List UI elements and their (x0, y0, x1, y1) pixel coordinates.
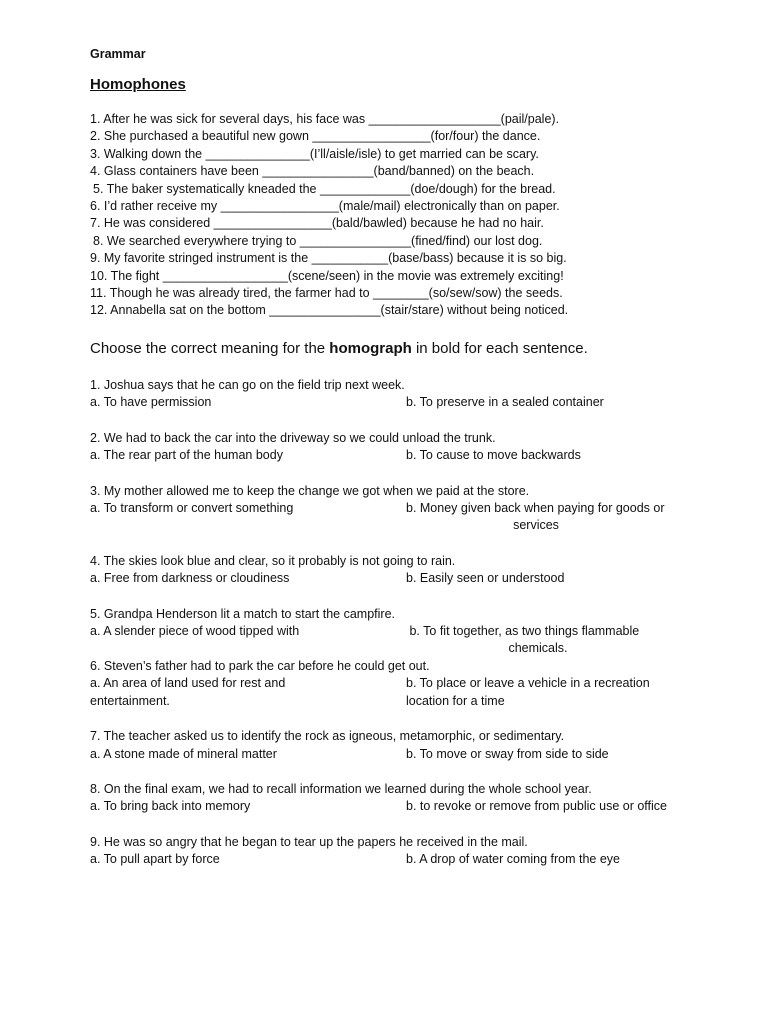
option-b (406, 623, 690, 658)
question-1 (90, 377, 690, 412)
homophone-item-11: 11. Though he was already tired, the farmer had to ________(so/sew/sow) the seeds. (90, 285, 563, 300)
option-a-line-2: entertainment. (90, 693, 170, 708)
question-text: 7. The teacher asked us to identify the rock as igneous, metamorphic, or sedimentary. (90, 729, 565, 744)
option-a-line-1: a. An area of land used for rest and (90, 676, 286, 691)
question-text: 9. He was so angry that he began to tear up the papers he received in the mail. (90, 834, 528, 849)
homophone-item-10: 10. The fight __________________(scene/seen) in the movie was extremely exciting! (90, 268, 564, 283)
option-b-line-1: b. Money given back when paying for goods or (406, 501, 665, 516)
option-a: a. To bring back into memory (90, 799, 251, 814)
homograph-instruction (90, 340, 588, 357)
homophone-item-2: 2. She purchased a beautiful new gown _________________(for/four) the dance. (90, 129, 541, 144)
question-text: 4. The skies look blue and clear, so it probably is not going to rain. (90, 553, 456, 568)
option-b-line-2: chemicals. (508, 641, 568, 656)
question-2 (90, 430, 690, 465)
question-7 (90, 728, 690, 763)
option-b: b. To move or sway from side to side (406, 746, 609, 761)
option-b-line-2: services (513, 518, 559, 533)
instruction-bold-word: homograph (329, 340, 412, 357)
homophone-item-4: 4. Glass containers have been ________________(band/banned) on the beach. (90, 164, 535, 179)
instruction-text-before: Choose the correct meaning for the (90, 340, 330, 357)
homophones-list (90, 111, 730, 320)
question-text: 5. Grandpa Henderson lit a match to start the campfire. (90, 606, 396, 621)
question-9 (90, 834, 690, 869)
option-a: a. A slender piece of wood tipped with (90, 624, 300, 639)
homophone-item-12: 12. Annabella sat on the bottom ________________(stair/stare) without being noticed. (90, 303, 569, 318)
question-text: 3. My mother allowed me to keep the change we got when we paid at the store. (90, 483, 530, 498)
option-a: a. To have permission (90, 395, 212, 410)
option-a: a. Free from darkness or cloudiness (90, 571, 290, 586)
question-3 (90, 483, 690, 535)
option-b-line-2: location for a time (406, 693, 505, 708)
instruction-text-after: in bold for each sentence. (411, 340, 588, 357)
homophone-item-3: 3. Walking down the _______________(I’ll/aisle/isle) to get married can be scary. (90, 146, 539, 161)
question-text: 1. Joshua says that he can go on the field trip next week. (90, 378, 405, 392)
question-5 (90, 606, 690, 658)
homophone-item-5: 5. The baker systematically kneaded the _____________(doe/dough) for the bread. (93, 181, 556, 196)
homophone-item-7: 7. He was considered _________________(bald/bawled) because he had no hair. (90, 216, 544, 231)
option-b (406, 500, 690, 535)
option-b (406, 675, 690, 710)
option-b: b. to revoke or remove from public use or office (406, 799, 667, 814)
homophones-title: Homophones (90, 76, 186, 93)
option-b: b. A drop of water coming from the eye (406, 852, 621, 867)
question-text: 2. We had to back the car into the driveway so we could unload the trunk. (90, 430, 496, 445)
option-a: a. The rear part of the human body (90, 448, 283, 463)
option-a: a. A stone made of mineral matter (90, 746, 277, 761)
option-b: b. To cause to move backwards (406, 448, 581, 463)
option-b: b. To preserve in a sealed container (406, 395, 604, 410)
question-text: 6. Steven’s father had to park the car before he could get out. (90, 658, 430, 673)
homophone-item-8: 8. We searched everywhere trying to ________________(fined/find) our lost dog. (93, 233, 543, 248)
option-a: a. To pull apart by force (90, 852, 220, 867)
question-8 (90, 781, 690, 816)
homograph-questions (90, 377, 690, 887)
homophone-item-9: 9. My favorite stringed instrument is the ___________(base/bass) because it is so big. (90, 251, 567, 266)
homophone-item-6: 6. I’d rather receive my _________________(male/mail) electronically than on paper. (90, 198, 560, 213)
worksheet-header: Grammar (90, 47, 146, 61)
question-6 (90, 658, 690, 710)
option-b: b. Easily seen or understood (406, 571, 565, 586)
option-b-line-1: b. To place or leave a vehicle in a recreation (406, 676, 650, 691)
homophone-item-1: 1. After he was sick for several days, his face was ___________________(pail/pale). (90, 112, 560, 126)
question-text: 8. On the final exam, we had to recall information we learned during the whole school year. (90, 781, 592, 796)
question-4 (90, 553, 690, 588)
option-b-line-1: b. To fit together, as two things flammable (406, 624, 640, 639)
option-a: a. To transform or convert something (90, 501, 294, 516)
option-a (90, 675, 406, 710)
